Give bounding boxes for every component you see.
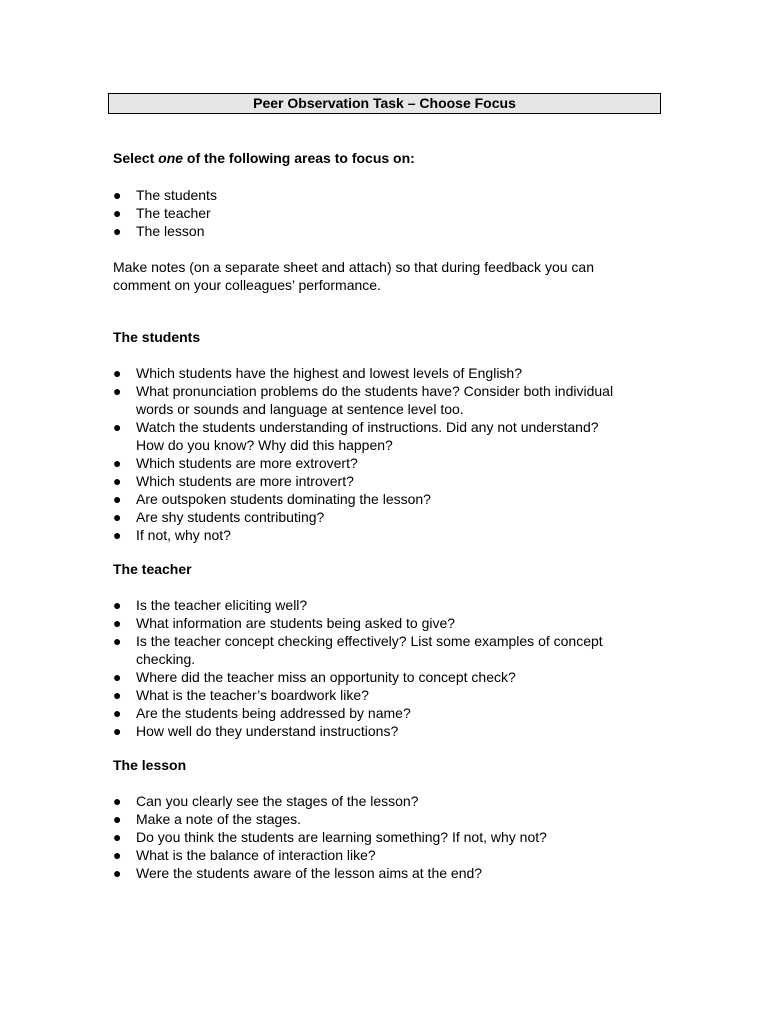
notes-paragraph: Make notes (on a separate sheet and attach) so that during feedback you can comment on your colleagues’ performance. bbox=[113, 259, 594, 293]
list-item: ● Is the teacher concept checking effectively? List some examples of concept checking. bbox=[113, 633, 603, 667]
list-item: ● Are shy students contributing? bbox=[113, 509, 325, 525]
students-list bbox=[113, 364, 673, 544]
list-item: ● Are outspoken students dominating the lesson? bbox=[113, 491, 431, 507]
list-item: ● Which students are more extrovert? bbox=[113, 455, 358, 471]
list-item: ● Were the students aware of the lesson aims at the end? bbox=[113, 865, 483, 881]
list-item: ● What information are students being asked to give? bbox=[113, 615, 456, 631]
list-item: ● Do you think the students are learning something? If not, why not? bbox=[113, 829, 547, 845]
bullet-icon: ● bbox=[113, 723, 122, 739]
teacher-heading: The teacher bbox=[113, 561, 192, 577]
list-item: ● What is the teacher’s boardwork like? bbox=[113, 687, 369, 703]
list-item: ● What pronunciation problems do the students have? Consider both individual words or sounds and language at sentence level too. bbox=[113, 383, 614, 417]
list-item: ● The students bbox=[113, 187, 217, 203]
list-item: ● What is the balance of interaction like? bbox=[113, 847, 376, 863]
bullet-icon: ● bbox=[113, 597, 122, 613]
bullet-icon: ● bbox=[113, 473, 122, 489]
bullet-icon: ● bbox=[113, 811, 122, 827]
bullet-icon: ● bbox=[113, 455, 122, 471]
bullet-icon: ● bbox=[113, 687, 122, 703]
select-pre: Select bbox=[113, 150, 159, 166]
list-item: ● Where did the teacher miss an opportunity to concept check? bbox=[113, 669, 516, 685]
bullet-icon: ● bbox=[113, 615, 122, 631]
bullet-icon: ● bbox=[113, 705, 122, 721]
page-title: Peer Observation Task – Choose Focus bbox=[108, 93, 661, 114]
teacher-list bbox=[113, 596, 673, 740]
bullet-icon: ● bbox=[113, 633, 122, 649]
bullet-icon: ● bbox=[113, 205, 122, 221]
list-item: ● The teacher bbox=[113, 205, 211, 221]
bullet-icon: ● bbox=[113, 847, 122, 863]
bullet-icon: ● bbox=[113, 187, 122, 203]
bullet-icon: ● bbox=[113, 527, 122, 543]
list-item: ● Make a note of the stages. bbox=[113, 811, 301, 827]
list-item: ● Watch the students understanding of instructions. Did any not understand? How do you know? Why did this happen? bbox=[113, 419, 599, 453]
list-item: ● The lesson bbox=[113, 223, 205, 239]
focus-area-list bbox=[113, 186, 673, 240]
list-item: ● Are the students being addressed by name? bbox=[113, 705, 411, 721]
list-item: ● Which students have the highest and lowest levels of English? bbox=[113, 365, 523, 381]
bullet-icon: ● bbox=[113, 865, 122, 881]
students-heading: The students bbox=[113, 329, 201, 345]
bullet-icon: ● bbox=[113, 419, 122, 435]
bullet-icon: ● bbox=[113, 829, 122, 845]
list-item: ● Can you clearly see the stages of the lesson? bbox=[113, 793, 419, 809]
bullet-icon: ● bbox=[113, 383, 122, 399]
list-item: ● Which students are more introvert? bbox=[113, 473, 354, 489]
select-emphasis: one bbox=[158, 150, 184, 166]
bullet-icon: ● bbox=[113, 223, 122, 239]
list-item: ● How well do they understand instructions? bbox=[113, 723, 399, 739]
list-item: ● If not, why not? bbox=[113, 527, 231, 543]
select-post: of the following areas to focus on: bbox=[183, 150, 415, 166]
bullet-icon: ● bbox=[113, 509, 122, 525]
bullet-icon: ● bbox=[113, 793, 122, 809]
lesson-heading: The lesson bbox=[113, 757, 187, 773]
bullet-icon: ● bbox=[113, 365, 122, 381]
bullet-icon: ● bbox=[113, 491, 122, 507]
bullet-icon: ● bbox=[113, 669, 122, 685]
lesson-list bbox=[113, 792, 673, 882]
list-item: ● Is the teacher eliciting well? bbox=[113, 597, 308, 613]
select-instruction bbox=[113, 150, 415, 166]
